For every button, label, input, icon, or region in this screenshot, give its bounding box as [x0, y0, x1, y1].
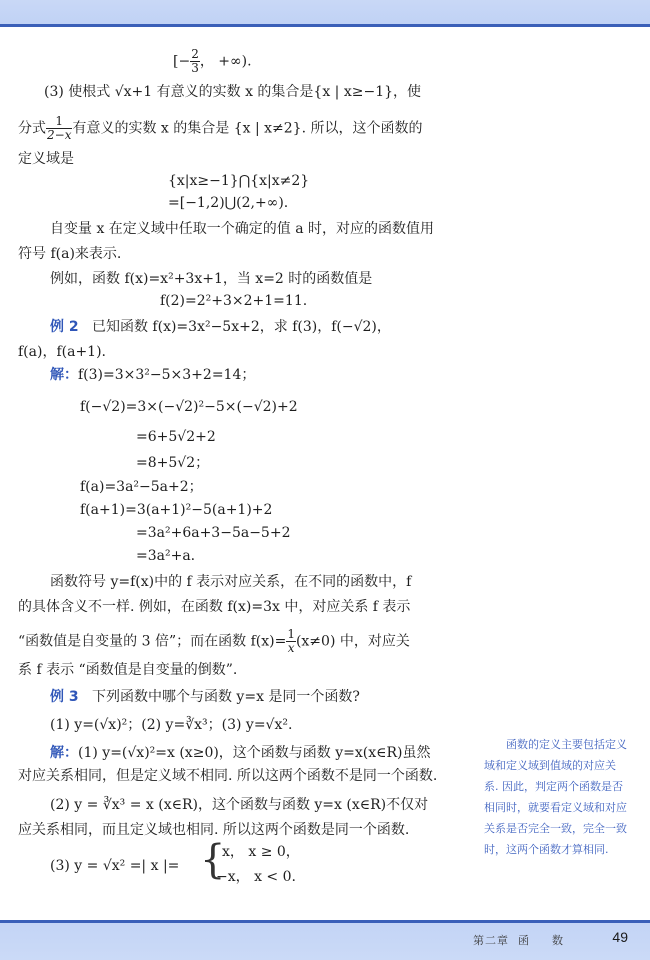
margin-note-line: 系. 因此，判定两个函数是否 [484, 780, 623, 793]
fraction [190, 48, 200, 75]
equation-line: =8+5√2； [136, 455, 210, 471]
paragraph-line: 系 f 表示 “函数值是自变量的倒数”. [18, 662, 238, 678]
paragraph-line: (1) y=(√x)²；(2) y=∛x³；(3) y=√x². [50, 717, 293, 733]
text-fragment: (1) y=(√x)²=x (x≥0)，这个函数与函数 y=x(x∈R)虽然 [78, 745, 431, 761]
equation-line: f(2)=2²+3×2+1=11. [160, 293, 308, 309]
chapter-title [473, 932, 564, 948]
paragraph-line: (2) y = ∛x³ = x (x∈R)，这个函数与函数 y=x (x∈R)不仅对 [50, 797, 429, 813]
interval-result [173, 48, 252, 75]
fraction [46, 115, 72, 142]
solution-label: 解： [50, 367, 78, 383]
page-number: 49 [612, 929, 628, 945]
fraction-denominator: 2−x [47, 128, 72, 142]
margin-note-line: 函数的定义主要包括定义 [484, 738, 627, 751]
text-fragment: [− [173, 53, 191, 70]
paragraph-line: 定义域是 [18, 151, 74, 167]
paragraph-line: 符号 f(a)来表示. [18, 246, 122, 262]
margin-note-line: 相同时，就要看定义域和对应 [484, 801, 627, 814]
equation-line: f(a+1)=3(a+1)²−5(a+1)+2 [80, 502, 273, 518]
case-line: −x， x < 0. [216, 869, 296, 885]
text-fragment: “函数值是自变量的 3 倍”；而在函数 f(x)= [18, 633, 287, 650]
left-brace: { [200, 837, 226, 883]
text-fragment: 分式 [18, 120, 46, 137]
solution-line [50, 366, 255, 384]
example-label: 例 3 [50, 689, 79, 705]
fraction-numerator: 1 [287, 627, 295, 641]
paragraph-line: 对应关系相同，但是定义域不相同. 所以这两个函数不是同一个函数. [18, 768, 438, 784]
chapter-name-part: 数 [552, 934, 564, 947]
text-fragment: 下列函数中哪个与函数 y=x 是同一个函数? [91, 689, 360, 705]
fraction-numerator: 1 [46, 115, 72, 129]
equation-line: =[−1,2)⋃(2,+∞). [168, 195, 289, 211]
example-label: 例 2 [50, 319, 79, 335]
solution-label: 解： [50, 745, 78, 761]
text-fragment: 有意义的实数 x 的集合是 {x | x≠2}. 所以，这个函数的 [72, 120, 423, 137]
solution-line [50, 744, 431, 762]
equation-line: f(a)=3a²−5a+2； [80, 479, 203, 495]
paragraph-line: 函数符号 y=f(x)中的 f 表示对应关系，在不同的函数中，f [50, 574, 412, 590]
paragraph-line [18, 628, 410, 655]
equation-line: =3a²+a. [136, 548, 196, 564]
margin-note-line: 时，这两个函数才算相同. [484, 843, 609, 856]
fraction [286, 628, 296, 655]
equation-line: =6+5√2+2 [136, 429, 216, 445]
text-fragment: (x≠0) 中，对应关 [295, 633, 410, 650]
margin-note-line: 关系是否完全一致，完全一致 [484, 822, 627, 835]
text-fragment: f(3)=3×3²−5×3+2=14； [78, 367, 256, 383]
paragraph-line: (3) 使根式 √x+1 有意义的实数 x 的集合是{x | x≥−1}，使 [44, 84, 422, 100]
equation-line: f(−√2)=3×(−√2)²−5×(−√2)+2 [80, 399, 298, 415]
equation-line: =3a²+6a+3−5a−5+2 [136, 525, 291, 541]
paragraph-line: 应关系相同，而且定义域也相同. 所以这两个函数是同一个函数. [18, 822, 410, 838]
paragraph-line: 自变量 x 在定义域中任取一个确定的值 a 时，对应的函数值用 [50, 221, 435, 237]
chapter-number: 第二章 [473, 934, 509, 947]
text-fragment: 已知函数 f(x)=3x²−5x+2，求 f(3)，f(−√2)， [91, 319, 391, 335]
equation-line: {x|x≥−1}⋂{x|x≠2} [168, 173, 310, 189]
case-line: x， x ≥ 0， [222, 844, 300, 860]
example-3-line [50, 688, 360, 706]
equation-line: (3) y = √x² =| x |= [50, 858, 180, 874]
fraction-numerator: 2 [191, 47, 199, 61]
paragraph-line: 的具体含义不一样. 例如，在函数 f(x)=3x 中，对应关系 f 表示 [18, 599, 411, 615]
fraction-denominator: x [287, 641, 295, 655]
chapter-name-part: 函 [518, 934, 530, 947]
paragraph-line: 例如，函数 f(x)=x²+3x+1，当 x=2 时的函数值是 [50, 271, 373, 287]
margin-note [484, 734, 644, 860]
paragraph-line: f(a)，f(a+1). [18, 344, 106, 360]
example-2-line [50, 318, 391, 336]
paragraph-line [18, 115, 422, 142]
text-fragment: ， +∞). [199, 53, 252, 70]
fraction-denominator: 3 [191, 61, 199, 75]
page-header-band [0, 0, 650, 27]
margin-note-line: 域和定义域到值域的对应关 [484, 759, 616, 772]
